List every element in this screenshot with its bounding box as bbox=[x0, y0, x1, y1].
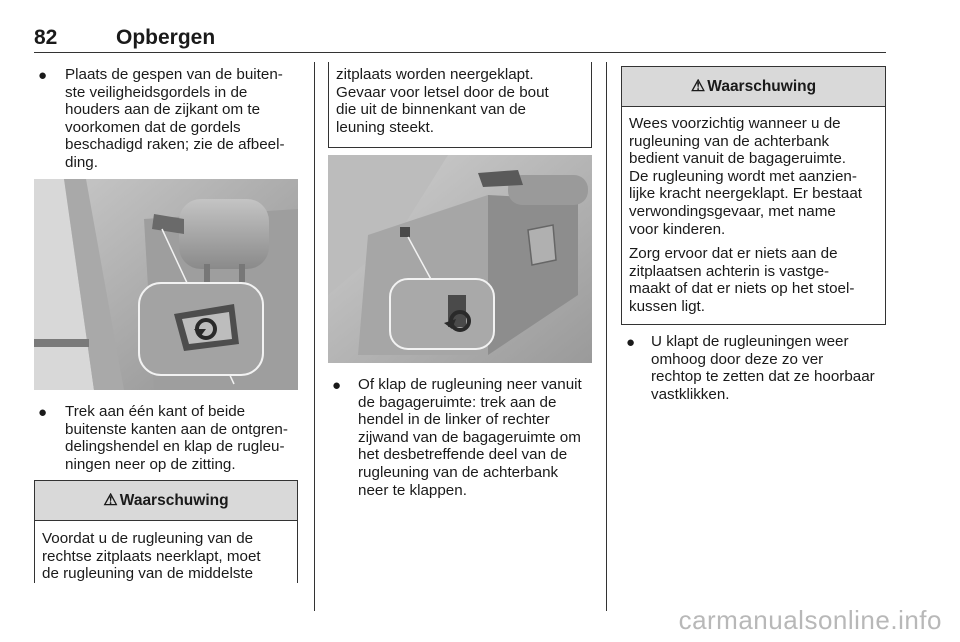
col2-bullet-text: Of klap de rugleuning neer vanuit de bagageruimte: trek aan de hendel in de linker of rechter zijwand van de bagageruimte om het desbetreffende deel van de rugleuning van de achterbank neer te klappen. bbox=[358, 376, 582, 499]
warning-box-header: ⚠ Waarschuwing bbox=[35, 481, 297, 521]
col1-bullet1-text: Plaats de gespen van de buiten- ste veiligheidsgordels in de houders aan de zijkant om te voorkomen dat de gordels beschadigd raken; zie de afbeel- ding. bbox=[65, 66, 285, 171]
page-header bbox=[34, 26, 886, 53]
bullet-dot: ● bbox=[626, 334, 636, 351]
bullet-dot: ● bbox=[38, 404, 48, 421]
column-divider-1 bbox=[314, 62, 315, 611]
col1-bullet2-text: Trek aan één kant of beide buitenste kanten aan de ontgren- delingshendel en klap de rugleu- ningen neer op de zitting. bbox=[65, 403, 288, 473]
warning-box-header: ⚠ Waarschuwing bbox=[622, 67, 885, 107]
warning-paragraph-1: Wees voorzichtig wanneer u de rugleuning van de achterbank bedient vanuit de bagageruimte. De rugleuning wordt met aanzien- lijke kracht neergeklapt. Er bestaat verwondingsgevaar, met name voor kinderen. bbox=[629, 115, 862, 238]
watermark: carmanualsonline.info bbox=[678, 605, 942, 635]
warning-triangle-icon: ⚠ bbox=[690, 78, 706, 95]
warning-paragraph-2: Zorg ervoor dat er niets aan de zitplaatsen achterin is vastge- maakt of dat er niets op het stoel- kussen ligt. bbox=[629, 245, 855, 315]
bullet-dot: ● bbox=[332, 377, 342, 394]
warning-box-col1 bbox=[34, 480, 298, 583]
column-divider-2 bbox=[606, 62, 607, 611]
warning-box-continued-body: zitplaats worden neergeklapt. Gevaar voor letsel door de bout die uit de binnenkant van de leuning steekt. bbox=[336, 66, 549, 136]
warning-box-body: Voordat u de rugleuning van de rechtse zitplaats neerklapt, moet de rugleuning van de middelste bbox=[42, 530, 261, 583]
warning-box-continued bbox=[328, 62, 592, 148]
warning-box-body bbox=[622, 107, 885, 316]
seatbelt-holder-figure bbox=[34, 179, 298, 390]
col3-bullet-text: U klapt de rugleuningen weer omhoog door deze zo ver rechtop te zetten dat ze hoorbaar vastklikken. bbox=[651, 333, 875, 403]
warning-box-col3 bbox=[621, 66, 886, 325]
page-title: Opbergen bbox=[116, 26, 216, 49]
bullet-dot: ● bbox=[38, 67, 48, 84]
cargo-area-lever-figure bbox=[328, 155, 592, 363]
warning-triangle-icon: ⚠ bbox=[103, 492, 118, 509]
page-number: 82 bbox=[34, 26, 58, 49]
